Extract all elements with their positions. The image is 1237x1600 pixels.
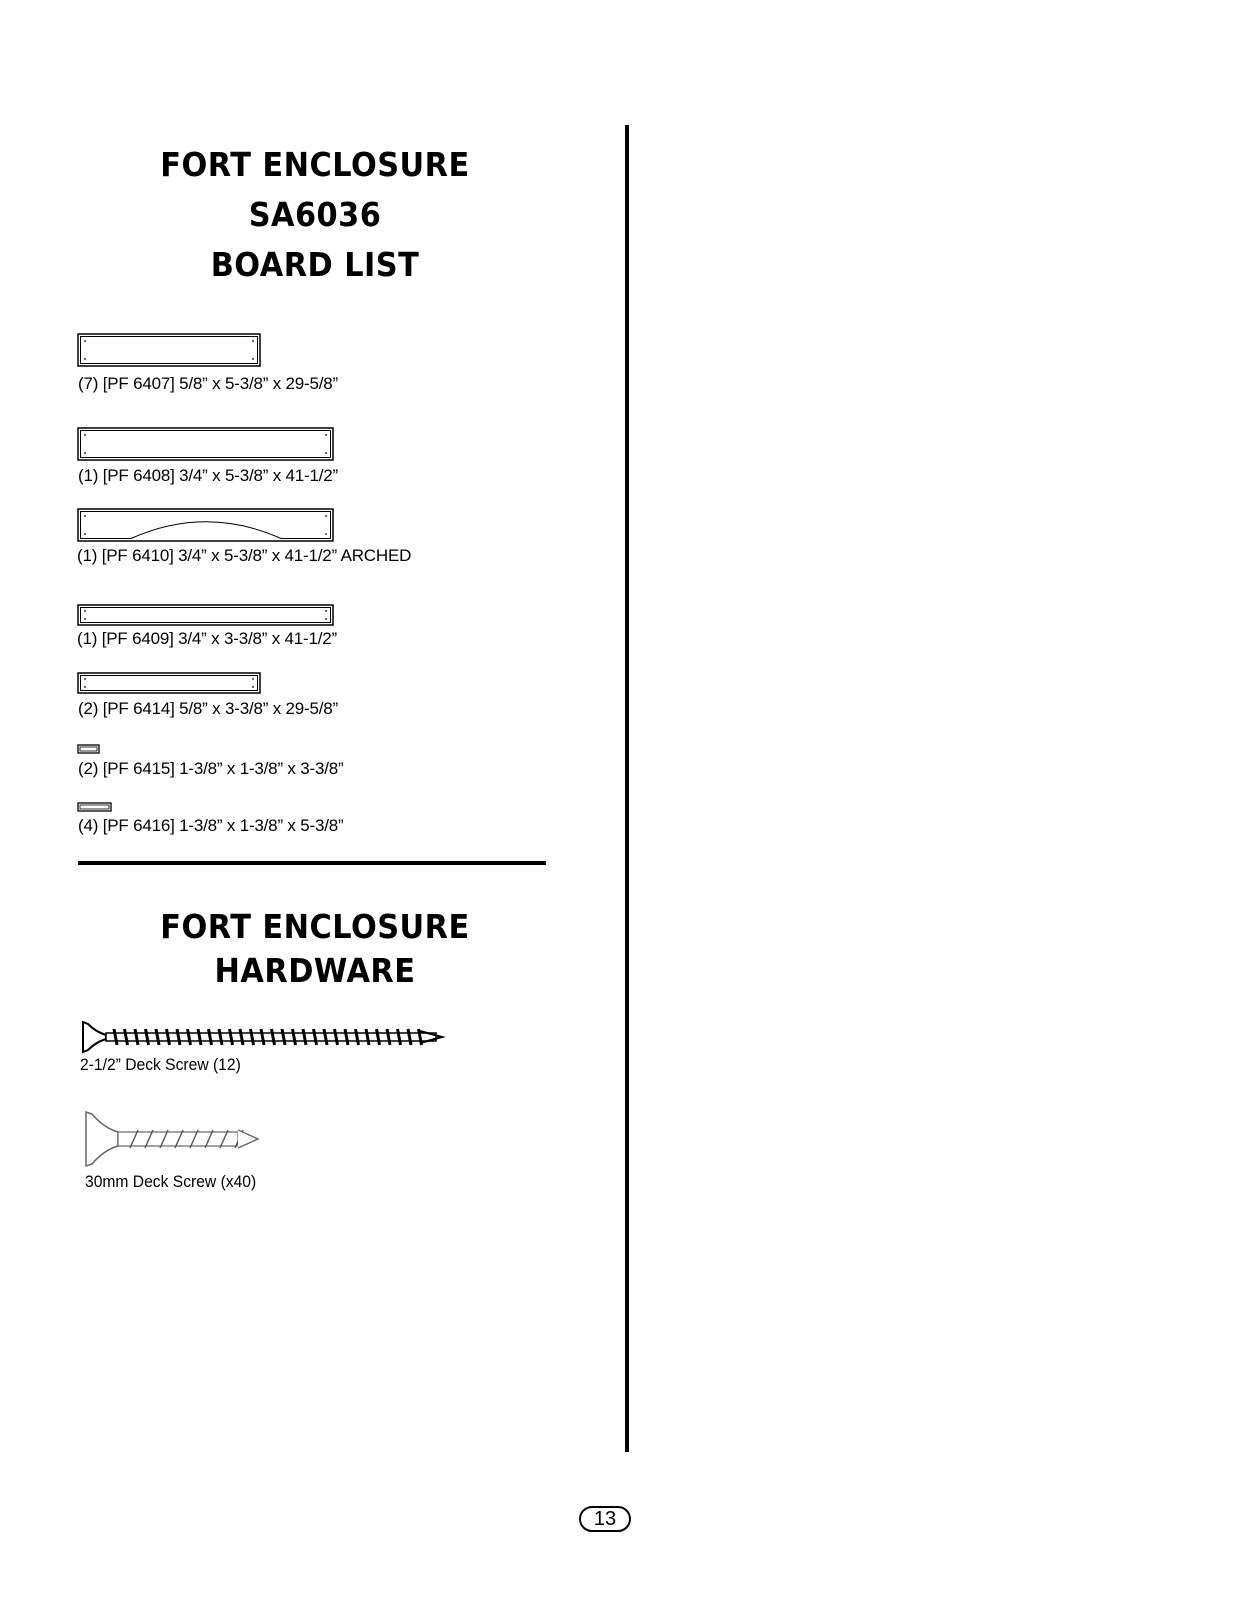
section-divider [78, 861, 546, 865]
part-label-pf6414: (2) [PF 6414] 5/8” x 3-3/8” x 29-5/8” [78, 699, 338, 718]
title-line: HARDWARE [214, 951, 416, 990]
board-list-title [90, 140, 540, 290]
page-number: 13 [579, 1506, 631, 1532]
title-line: FORT ENCLOSURE [160, 145, 470, 184]
part-label-pf6409: (1) [PF 6409] 3/4” x 3-3/8” x 41-1/2” [77, 629, 337, 648]
hardware-label-deck-screw-30mm: 30mm Deck Screw (x40) [85, 1172, 257, 1191]
column-divider [625, 125, 629, 1452]
deck-screw-icon [80, 1020, 448, 1054]
part-label-pf6407: (7) [PF 6407] 5/8” x 5-3/8” x 29-5/8” [78, 374, 338, 393]
part-label-pf6408: (1) [PF 6408] 3/4” x 5-3/8” x 41-1/2” [78, 466, 338, 485]
deck-screw-icon [82, 1110, 272, 1168]
part-label-pf6410: (1) [PF 6410] 3/4” x 5-3/8” x 41-1/2” ARCHED [77, 546, 412, 565]
title-line: SA6036 [248, 195, 382, 234]
board-diagram-pf6409 [76, 603, 335, 627]
part-label-pf6416: (4) [PF 6416] 1-3/8” x 1-3/8” x 5-3/8” [78, 816, 344, 835]
part-label-pf6415: (2) [PF 6415] 1-3/8” x 1-3/8” x 3-3/8” [78, 759, 344, 778]
hardware-title [90, 905, 540, 993]
board-diagram-pf6407 [76, 332, 262, 368]
board-diagram-pf6410-arched [76, 507, 335, 543]
board-diagram-pf6416 [76, 801, 114, 813]
title-line: FORT ENCLOSURE [160, 907, 470, 946]
title-line: BOARD LIST [210, 245, 420, 284]
board-diagram-pf6414 [76, 671, 262, 695]
hardware-label-deck-screw-2-1-2: 2-1/2” Deck Screw (12) [80, 1055, 241, 1074]
board-diagram-pf6415 [76, 743, 102, 755]
board-diagram-pf6408 [76, 426, 335, 462]
